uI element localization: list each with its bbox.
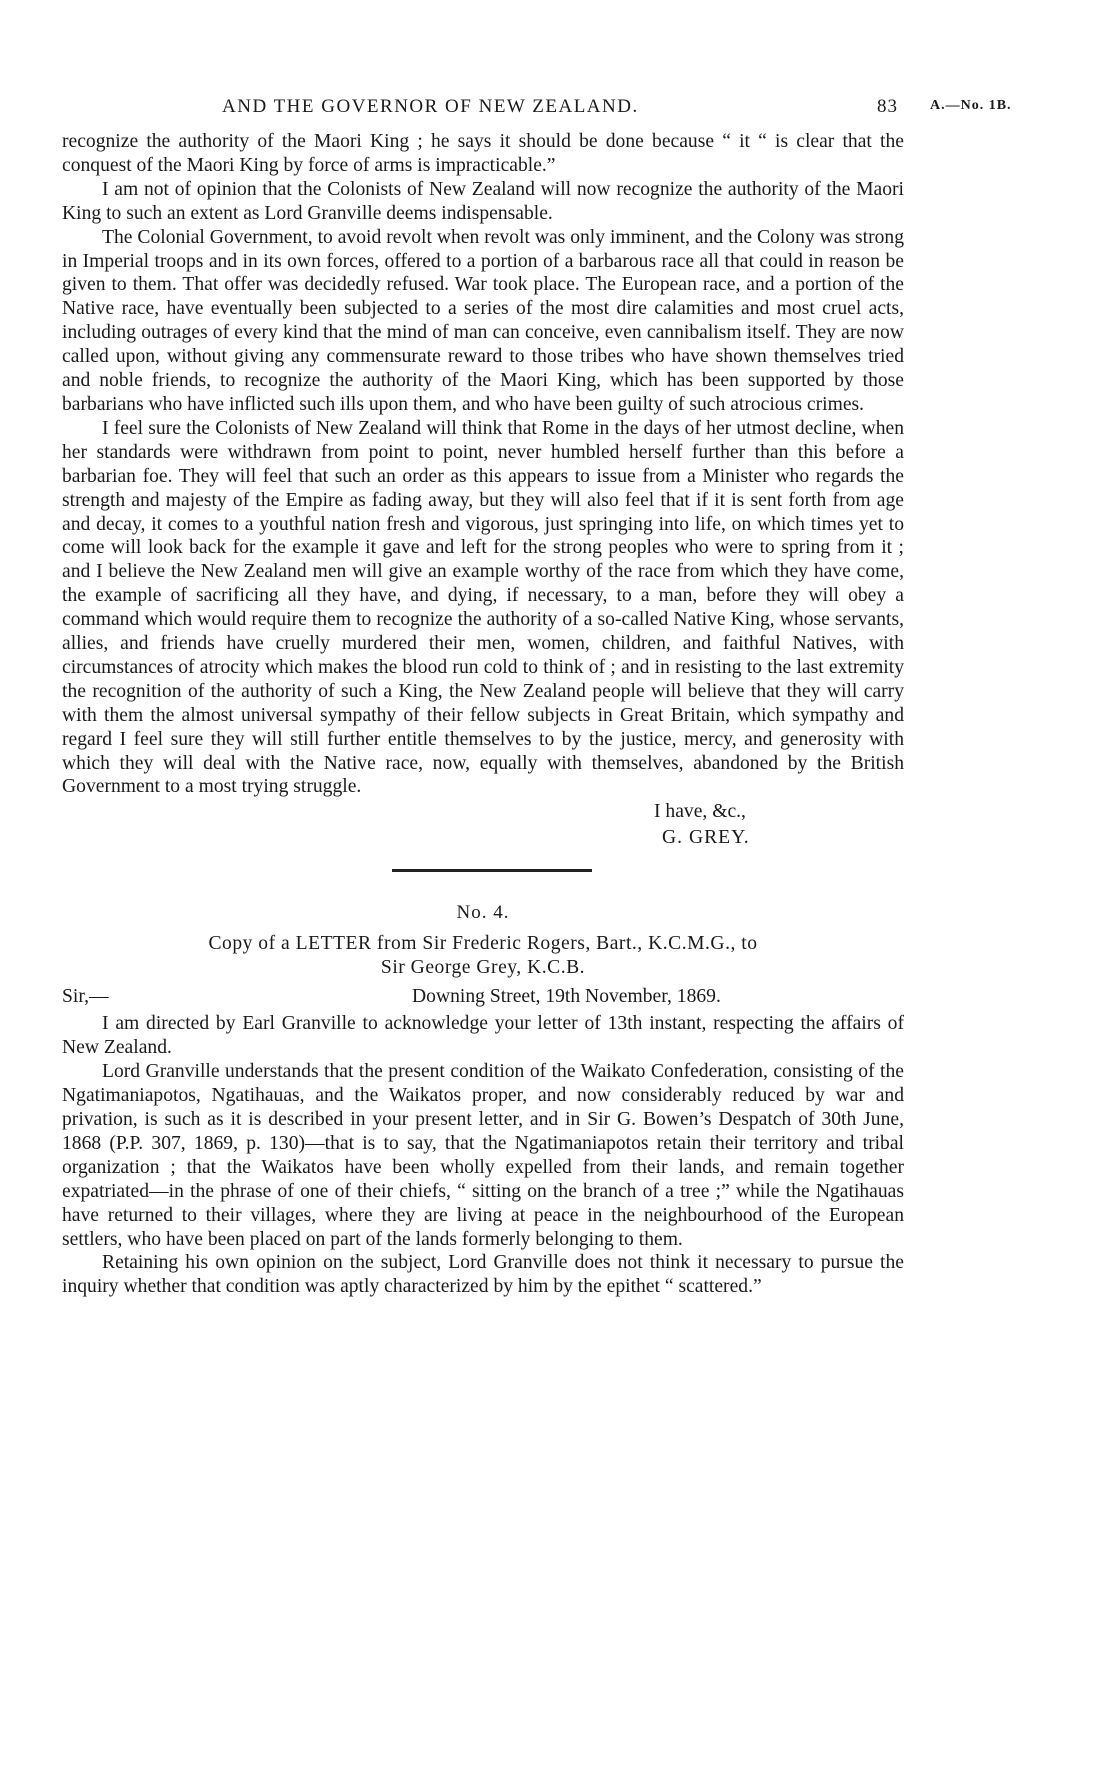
paragraph: I feel sure the Colonists of New Zealand will think that Rome in the days of her utmost decline, when her standards were withdrawn from point to point, never humbled herself further than this before a barbarian foe. They will feel that such an order as this appears to issue from a Minister who regards the strength and majesty of the Empire as fading away, but they will also feel that if it is sent forth from age and decay, it comes to a youthful nation fresh and vigorous, just springing into life, on which times yet to come will look back for the example it gave and left for the strong peoples who were to spring from it ; and I believe the New Zealand men will give an example worthy of the race from which they have come, the example of sacrificing all they have, and dying, if necessary, to a man, before they will obey a command which would require them to recognize the authority of a so-called Native King, whose servants, allies, and friends have cruelly murdered their men, women, children, and faithful Natives, with circumstances of atrocity which makes the blood run cold to think of ; and in resisting to the last extremity the recognition of the authority of such a King, the New Zealand people will believe that they will carry with them the almost universal sympathy of their fellow subjects in Great Britain, which sympathy and regard I feel sure they will still further entitle themselves to by the justice, mercy, and generosity with which they will deal with the Native race, now, equally with themselves, abandoned by the British Government to a most trying struggle. [62,417,904,798]
letter-grey-body [62,130,904,799]
dateline: Downing Street, 19th November, 1869. [412,986,721,1008]
signature: G. GREY. [662,827,750,849]
section-divider [392,869,592,872]
running-title: AND THE GOVERNOR OF NEW ZEALAND. [222,96,639,117]
running-header [62,96,1012,130]
paragraph: The Colonial Government, to avoid revolt when revolt was only imminent, and the Colony was strong in Imperial troops and in its own forces, offered to a portion of a barbarous race all that could in reason be given to them. That offer was decidedly refused. War took place. The European race, and a portion of the Native race, have eventually been subjected to a series of the most dire calamities and most cruel acts, including outrages of every kind that the mind of man can conceive, even cannibalism itself. They are now called upon, without giving any commensurate reward to those tribes who have shown themselves tried and noble friends, to recognize the authority of the Maori King, which has been supported by those barbarians who have inflicted such ills upon them, and who have been guilty of such atrocious crimes. [62,226,904,415]
signoff [62,799,904,851]
salutation: Sir,— [62,986,109,1008]
paragraph: Lord Granville understands that the present condition of the Waikato Confederation, consisting of the Ngatimaniapotos, Ngatihauas, and the Waikatos proper, and now considerably reduced by war and privation, is such as it is described in your present letter, and in Sir G. Bowen’s Despatch of 30th June, 1868 (P.P. 307, 1869, p. 130)—that is to say, that the Ngatimaniapotos retain their territory and tribal organization ; that the Waikatos have been wholly expelled from their lands, and remain together expatriated—in the phrase of one of their chiefs, “ sitting on the branch of a tree ;” while the Ngatihauas have returned to their villages, where they are living at peace in the neighbourhood of the European settlers, who have been placed on part of the lands formerly belonging to them. [62,1061,904,1250]
letter-number: No. 4. [456,902,510,924]
salutation-row [62,986,904,1012]
paragraph: recognize the authority of the Maori King ; he says it should be done because “ it “ is clear that the conquest of the Maori King by force of arms is impracticable.” [62,131,904,176]
paragraph: Retaining his own opinion on the subject, Lord Granville does not think it necessary to pursue the inquiry whether that condition was aptly characterized by him by the epithet “ scattered.” [62,1252,904,1298]
letter-heading-line-2: Sir George Grey, K.C.B. [380,957,586,979]
document-reference: A.—No. 1B. [930,98,1012,113]
document-page [62,96,1012,1299]
closing-line: I have, &c., [654,801,746,823]
page-number: 83 [877,96,898,117]
letter-rogers-body [62,1012,904,1299]
paragraph: I am directed by Earl Granville to acknowledge your letter of 13th instant, respecting the affairs of New Zealand. [62,1013,904,1059]
paragraph: I am not of opinion that the Colonists of New Zealand will now recognize the authority of the Maori King to such an extent as Lord Granville deems indispensable. [62,178,904,224]
letter-heading [62,932,904,980]
letter-heading-line-1: Copy of a LETTER from Sir Frederic Rogers, Bart., K.C.M.G., to [208,933,758,955]
